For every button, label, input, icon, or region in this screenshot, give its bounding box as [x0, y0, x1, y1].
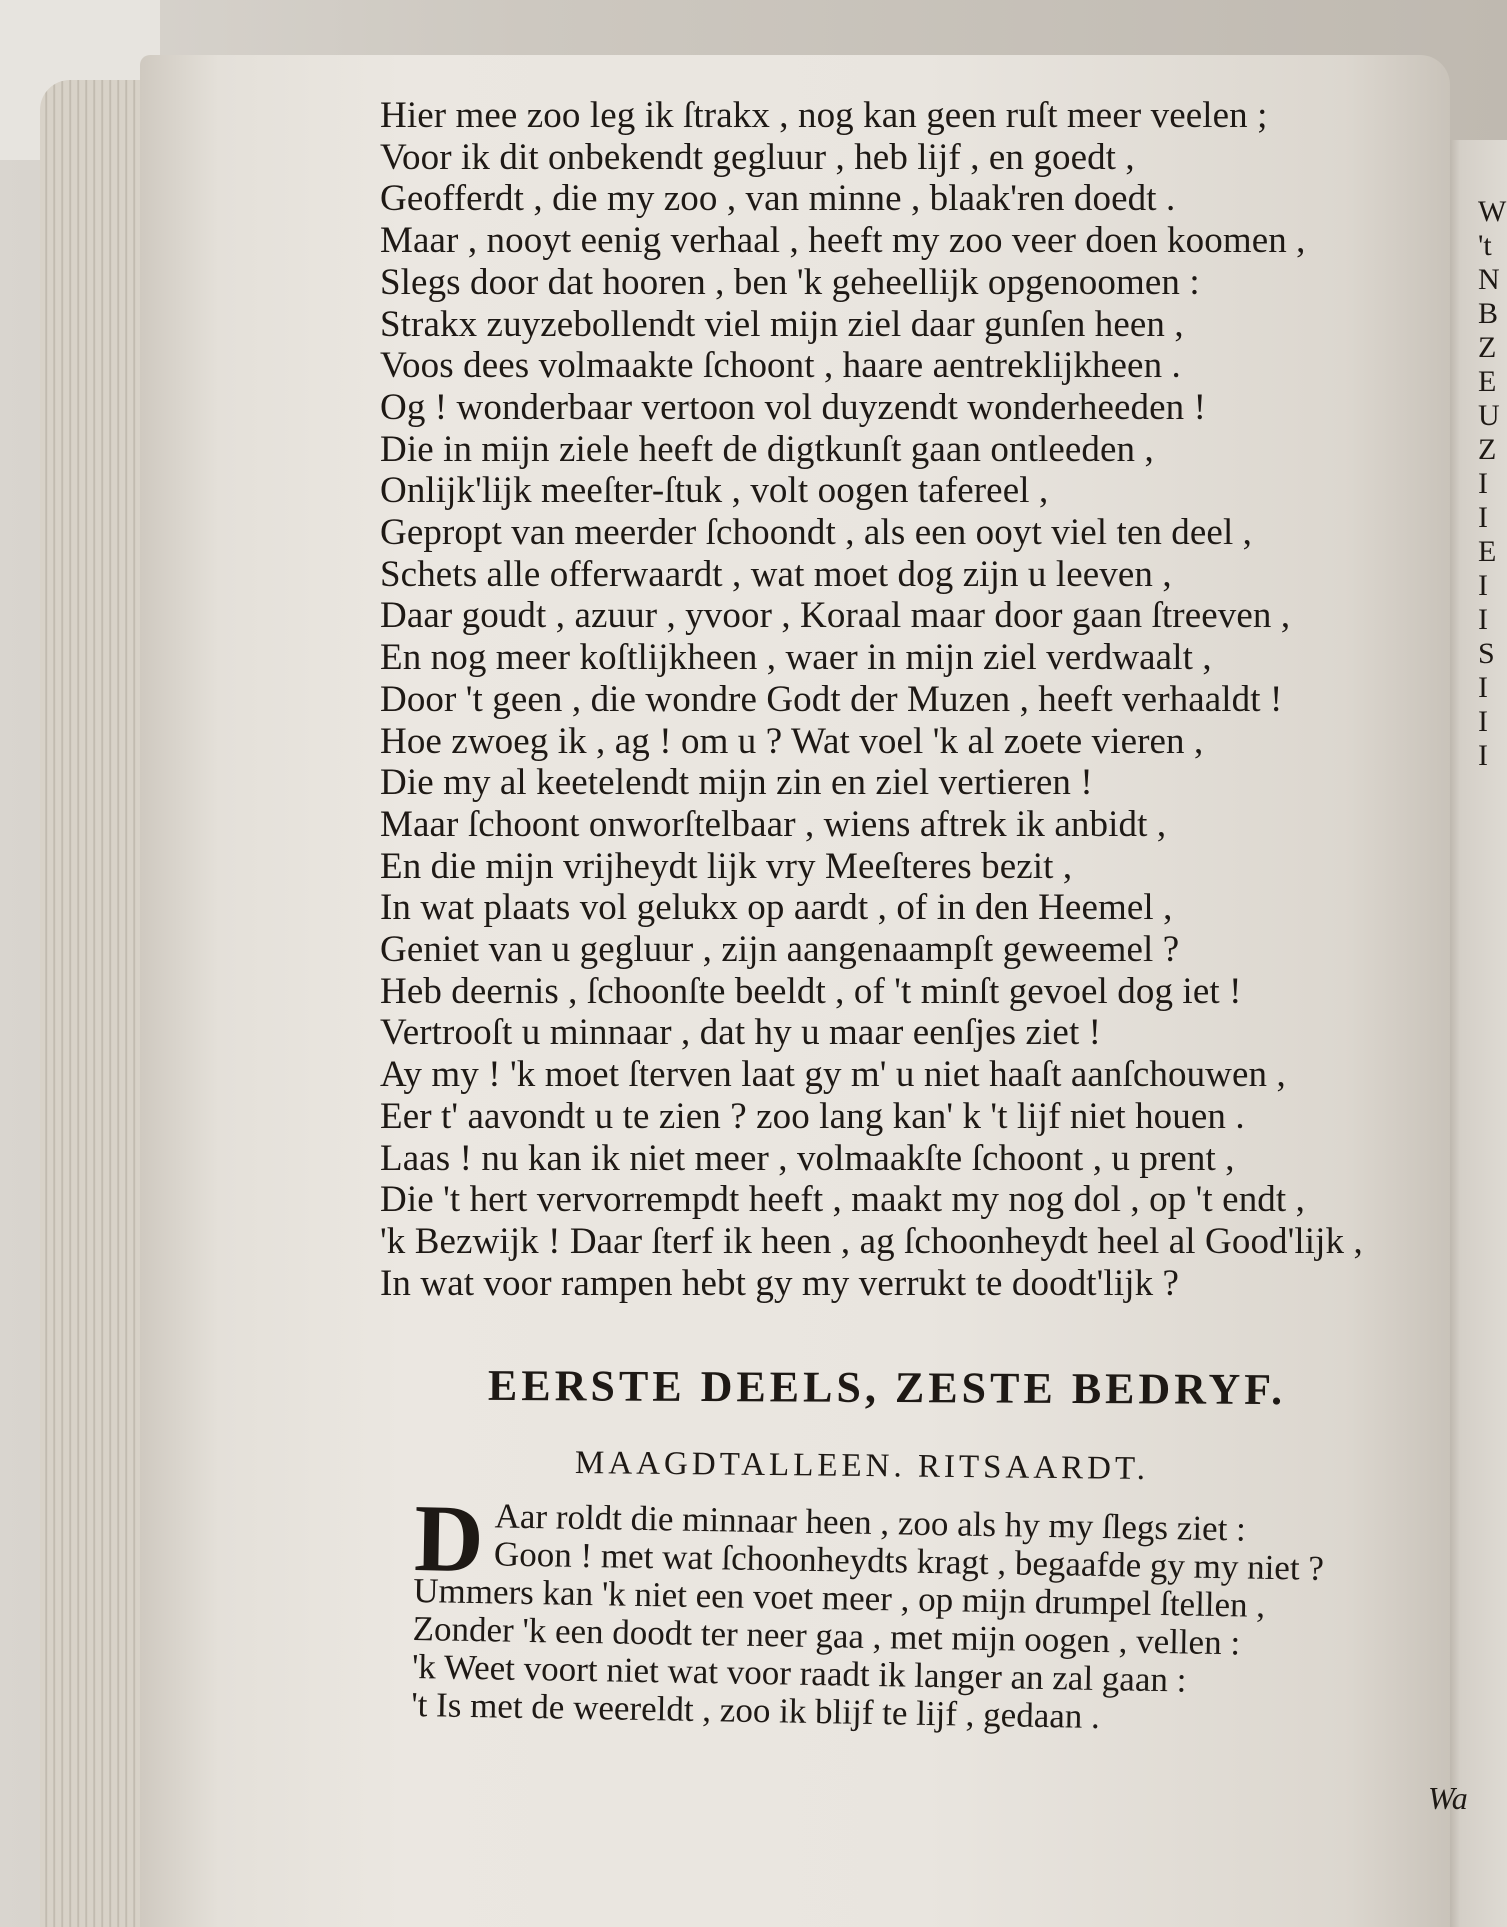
- drop-capital: D: [413, 1484, 485, 1593]
- adjacent-page-letter: U: [1478, 399, 1500, 432]
- verse-line: Schets alle offerwaardt , wat moet dog zijn u leeven ,: [380, 553, 1172, 595]
- catchword: Wa: [1428, 1780, 1468, 1816]
- verse-line: Hoe zwoeg ik , ag ! om u ? Wat voel 'k al zoete vieren ,: [380, 720, 1204, 762]
- speech-line: Goon ! met wat ſchoonheydts kragt , begaafde gy my niet ?: [493, 1534, 1325, 1588]
- adjacent-page-letter: B: [1478, 297, 1499, 330]
- verse-line: Maar , nooyt eenig verhaal , heeft my zoo veer doen koomen ,: [380, 220, 1306, 262]
- adjacent-page-letter: I: [1478, 467, 1488, 500]
- adjacent-page-letter: I: [1478, 705, 1488, 738]
- adjacent-page-letter: E: [1478, 365, 1497, 398]
- verse-line: Die my al keetelendt mijn zin en ziel vertieren !: [380, 762, 1093, 804]
- verse-line: In wat voor rampen hebt gy my verrukt te doodt'lijk ?: [380, 1262, 1180, 1304]
- adjacent-page-letter: Z: [1478, 331, 1497, 364]
- verse-line: Gepropt van meerder ſchoondt , als een ooyt viel ten deel ,: [380, 512, 1253, 554]
- adjacent-page-letter: N: [1478, 263, 1500, 296]
- adjacent-page-letter: Z: [1478, 433, 1497, 466]
- adjacent-page-letter: I: [1478, 569, 1488, 602]
- speech-lines: [411, 1484, 1425, 1742]
- speech-line: Ummers kan 'k niet een voet meer , op mijn drumpel ſtellen ,: [413, 1570, 1266, 1625]
- verse-line: Voor ik dit onbekendt gegluur , heb lijf , en goedt ,: [380, 136, 1135, 178]
- speech-line: Zonder 'k een doodt ter neer gaa , met mijn oogen , vellen :: [412, 1608, 1241, 1663]
- verse-line: Eer t' aavondt u te zien ? zoo lang kan' k 't lijf niet houen .: [380, 1095, 1245, 1137]
- verse-line: Geofferdt , die my zoo , van minne , blaak'ren doedt .: [380, 178, 1176, 220]
- speaker-names: MAAGDTALLEEN. RITSAARDT.: [574, 1444, 1150, 1488]
- verse-line: Hier mee zoo leg ik ſtrakx , nog kan geen ruſt meer veelen ;: [380, 95, 1268, 136]
- adjacent-page-letter: S: [1478, 637, 1495, 670]
- adjacent-page-letter: I: [1478, 671, 1488, 704]
- speech-line: Aar roldt die minnaar heen , zoo als hy my ſlegs ziet :: [494, 1496, 1247, 1549]
- verse-block: [380, 95, 1440, 1304]
- adjacent-page-letter: E: [1478, 535, 1497, 568]
- adjacent-page-letter: I: [1478, 501, 1488, 534]
- verse-line: 'k Bezwijk ! Daar ſterf ik heen , ag ſchoonheydt heel al Good'lijk ,: [380, 1220, 1363, 1262]
- verse-line: Laas ! nu kan ik niet meer , volmaakſte ſchoont , u prent ,: [380, 1137, 1235, 1179]
- adjacent-page-letter: 't: [1478, 229, 1492, 262]
- adjacent-page-text: [1478, 195, 1507, 773]
- verse-line: Heb deernis , ſchoonſte beeldt , of 't minſt gevoel dog iet !: [380, 970, 1242, 1012]
- verse-line: Vertrooſt u minnaar , dat hy u maar eenſjes ziet !: [380, 1012, 1102, 1054]
- verse-line: Ay my ! 'k moet ſterven laat gy m' u niet haaſt aanſchouwen ,: [380, 1054, 1286, 1096]
- verse-line: In wat plaats vol gelukx op aardt , of in den Heemel ,: [380, 887, 1173, 929]
- verse-line: Door 't geen , die wondre Godt der Muzen , heeft verhaaldt !: [380, 678, 1283, 720]
- verse-line: Daar goudt , azuur , yvoor , Koraal maar door gaan ſtreeven ,: [380, 595, 1291, 637]
- verse-line: En die mijn vrijheydt lijk vry Meeſteres bezit ,: [380, 845, 1073, 887]
- verse-line: Die in mijn ziele heeft de digtkunſt gaan ontleeden ,: [380, 428, 1154, 470]
- speech-line: 'k Weet voort niet wat voor raadt ik langer an zal gaan :: [411, 1646, 1187, 1700]
- verse-line: Die 't hert vervorrempdt heeft , maakt my nog dol , op 't endt ,: [380, 1179, 1305, 1221]
- verse-line: Strakx zuyzebollendt viel mijn ziel daar gunſen heen ,: [380, 303, 1184, 345]
- verse-line: Maar ſchoont onworſtelbaar , wiens aftrek ik anbidt ,: [380, 803, 1167, 845]
- verse-line: En nog meer koſtlijkheen , waer in mijn ziel verdwaalt ,: [380, 637, 1212, 679]
- verse-line: Slegs door dat hooren , ben 'k geheellijk opgenoomen :: [380, 261, 1200, 303]
- verse-line: Geniet van u gegluur , zijn aangenaampſt geweemel ?: [380, 929, 1180, 971]
- adjacent-page-letter: I: [1478, 603, 1488, 636]
- speech-block: [411, 1484, 1425, 1742]
- section-title: EERSTE DEELS, ZESTE BEDRYF.: [487, 1360, 1287, 1415]
- speech-line: 't Is met de weereldt , zoo ik blijf te lijf , gedaan .: [411, 1684, 1101, 1736]
- verse-line: Og ! wonderbaar vertoon vol duyzendt wonderheeden !: [380, 386, 1207, 428]
- verse-line: Voos dees volmaakte ſchoont , haare aentreklijkheen .: [380, 345, 1181, 387]
- adjacent-page-letter: W: [1478, 195, 1507, 228]
- verse-line: Onlijk'lijk meeſter-ſtuk , volt oogen tafereel ,: [380, 470, 1049, 512]
- adjacent-page-letter: I: [1478, 739, 1488, 772]
